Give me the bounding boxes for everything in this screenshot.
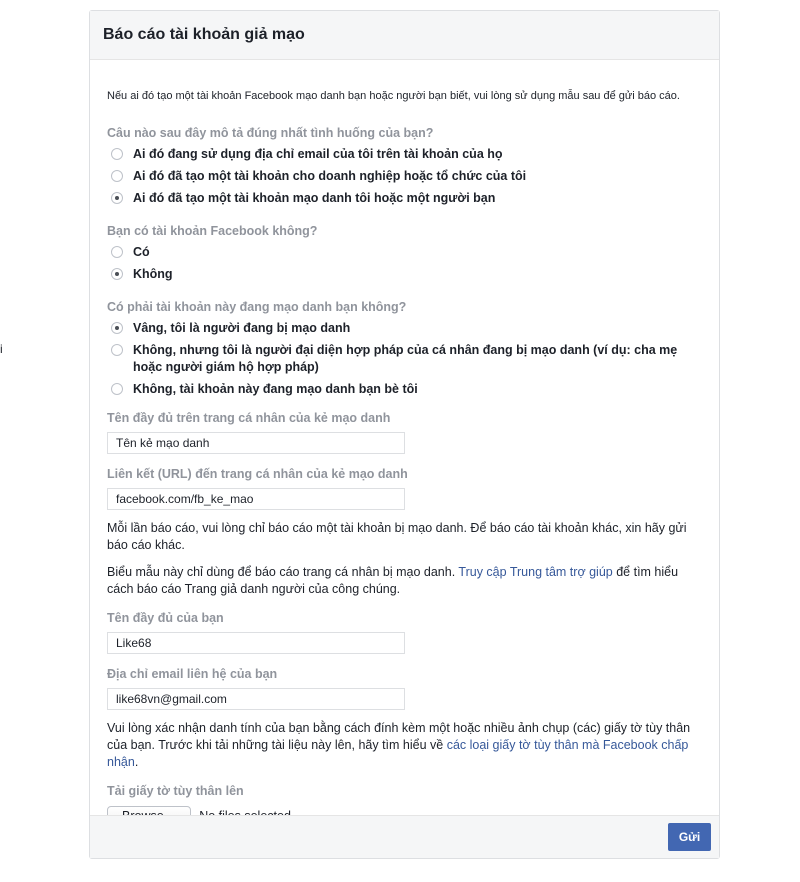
radio-button-selected[interactable]: [111, 192, 123, 204]
radio-label: Ai đó đang sử dụng địa chỉ email của tôi trên tài khoản của họ: [133, 147, 503, 161]
radio-label: Có: [133, 245, 150, 259]
radio-option-business[interactable]: [107, 168, 702, 185]
radio-option-email[interactable]: [107, 146, 702, 163]
question-has-account: Bạn có tài khoản Facebook không?: [107, 224, 318, 238]
upload-label: Tải giấy tờ tùy thân lên: [107, 784, 244, 798]
dialog-footer: [90, 815, 719, 858]
impostor-url-label: Liên kết (URL) đến trang cá nhân của kẻ mạo danh: [107, 467, 408, 481]
email-field[interactable]: [107, 688, 405, 710]
id-note-prefix: Vui lòng xác nhận danh tính của bạn bằng cách đính kèm một hoặc nhiều ảnh chụp (các) giấy tờ tùy thân của bạn. Trước khi tải những tài liệu này lên, hãy tìm hiểu về: [107, 721, 691, 752]
intro-text: Nếu ai đó tạo một tài khoản Facebook mạo danh bạn hoặc người bạn biết, vui lòng sử dụng mẫu sau để gửi báo cáo.: [107, 90, 680, 102]
help-center-note: [107, 564, 702, 598]
radio-label: Không: [133, 267, 173, 281]
radio-label: Ai đó đã tạo một tài khoản cho doanh nghiệp hoặc tổ chức của tôi: [133, 169, 527, 183]
radio-label: Ai đó đã tạo một tài khoản mạo danh tôi hoặc một người bạn: [133, 191, 496, 205]
report-dialog: [89, 10, 720, 859]
radio-group-situation: [107, 146, 702, 207]
help-center-link[interactable]: Truy cập Trung tâm trợ giúp: [458, 565, 613, 579]
help-note-prefix: Biểu mẫu này chỉ dùng để báo cáo trang cá nhân bị mạo danh.: [107, 565, 459, 579]
radio-option-impersonation[interactable]: [107, 190, 702, 207]
id-note: [107, 720, 702, 771]
radio-button-selected[interactable]: [111, 268, 123, 280]
question-who-impersonated: Có phải tài khoản này đang mạo danh bạn không?: [107, 300, 407, 314]
your-name-input[interactable]: [107, 632, 405, 654]
radio-group-who: [107, 320, 702, 398]
impostor-name-label: Tên đầy đủ trên trang cá nhân của kẻ mạo danh: [107, 411, 391, 425]
question-situation: Câu nào sau đây mô tả đúng nhất tình huống của bạn?: [107, 126, 434, 140]
radio-button[interactable]: [111, 148, 123, 160]
help-note-suffix: để tìm hiểu cách báo cáo Trang giả danh người của công chúng.: [107, 565, 679, 596]
page-edge-text: i: [0, 342, 3, 356]
radio-option-no[interactable]: [107, 266, 702, 283]
radio-option-yes[interactable]: [107, 244, 702, 261]
impostor-url-input[interactable]: [107, 488, 405, 510]
radio-button[interactable]: [111, 383, 123, 395]
dialog-header: [90, 11, 719, 60]
id-note-suffix: .: [134, 755, 139, 769]
radio-label: Không, nhưng tôi là người đại diện hợp pháp của cá nhân đang bị mạo danh (ví dụ: cha mẹ hoặc người giám hộ hợp pháp): [133, 343, 678, 374]
radio-button[interactable]: [111, 246, 123, 258]
your-name-label: Tên đầy đủ của bạn: [107, 611, 224, 625]
submit-button[interactable]: Gửi: [668, 823, 711, 851]
email-label: Địa chỉ email liên hệ của bạn: [107, 667, 278, 681]
one-account-note: Mỗi lần báo cáo, vui lòng chỉ báo cáo một tài khoản bị mạo danh. Để báo cáo tài khoản khác, xin hãy gửi báo cáo khác.: [107, 521, 687, 552]
radio-group-has-account: [107, 244, 702, 283]
radio-button[interactable]: [111, 170, 123, 182]
radio-label: Không, tài khoản này đang mạo danh bạn bè tôi: [133, 382, 418, 396]
radio-label: Vâng, tôi là người đang bị mạo danh: [133, 321, 351, 335]
dialog-body: [90, 89, 719, 826]
radio-option-me[interactable]: [107, 320, 702, 337]
radio-button-selected[interactable]: [111, 322, 123, 334]
dialog-title: Báo cáo tài khoản giả mạo: [103, 26, 305, 43]
accepted-ids-link[interactable]: các loại giấy tờ tùy thân mà Facebook chấp nhận: [107, 738, 689, 769]
radio-button[interactable]: [111, 344, 123, 356]
radio-option-friend[interactable]: [107, 381, 702, 398]
impostor-name-input[interactable]: [107, 432, 405, 454]
radio-option-representative[interactable]: [107, 342, 702, 376]
